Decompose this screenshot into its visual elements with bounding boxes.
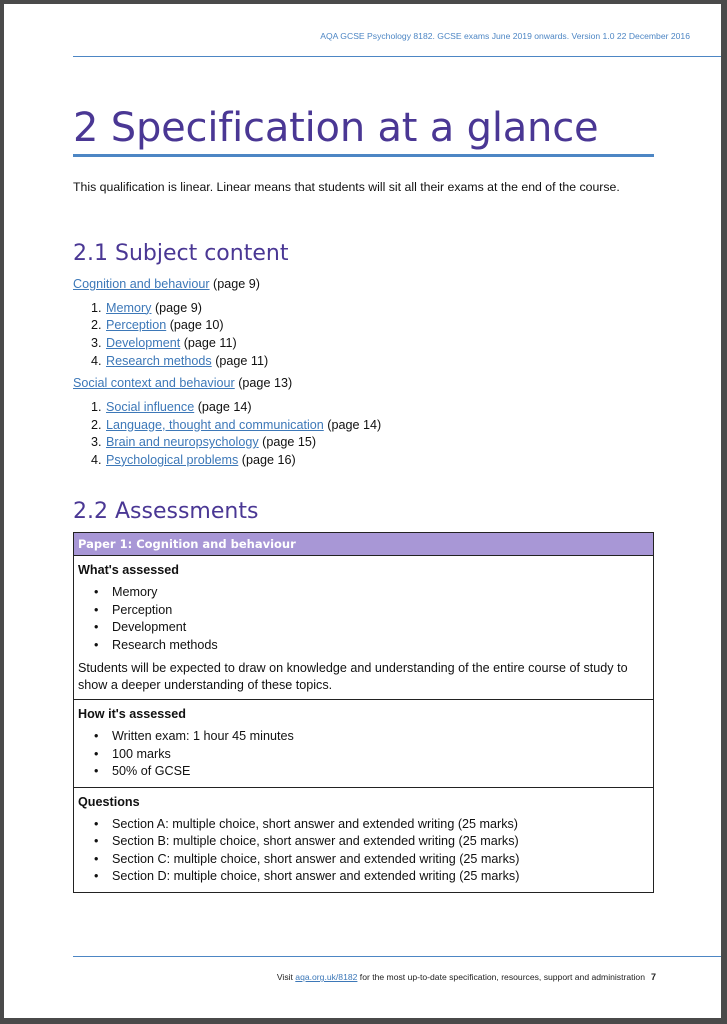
- subtopic-memory-link[interactable]: Memory: [106, 300, 152, 315]
- subtopic-page-ref: (page 16): [238, 452, 296, 467]
- cognition-subtopics: [73, 300, 663, 371]
- topic-social-context: [73, 375, 663, 393]
- questions-section: [74, 788, 653, 892]
- list-item: • Research methods: [94, 637, 649, 655]
- footer-link[interactable]: aqa.org.uk/8182: [295, 972, 358, 982]
- list-item: • 50% of GCSE: [94, 763, 649, 781]
- whats-assessed-note: Students will be expected to draw on knowledge and understanding of the entire course of study to show a deeper understanding of these topics.: [78, 661, 628, 692]
- header-rule: [73, 56, 721, 57]
- title-underline: [73, 154, 654, 157]
- topic-page-ref: (page 13): [234, 376, 293, 391]
- questions-list: [78, 816, 649, 886]
- list-item: • Section C: multiple choice, short answer and extended writing (25 marks): [94, 851, 649, 869]
- how-assessed-list: [78, 728, 649, 781]
- page-footer: [277, 972, 656, 982]
- topic-page-ref: (page 9): [209, 277, 260, 291]
- topic-cognition-link[interactable]: Cognition and behaviour: [73, 277, 210, 291]
- document-page: [4, 4, 721, 1018]
- subtopic-brain-link[interactable]: Brain and neuropsychology: [106, 435, 259, 450]
- subtopic-page-ref: (page 14): [194, 399, 252, 414]
- questions-title: Questions: [78, 794, 140, 809]
- topic-social-context-link[interactable]: Social context and behaviour: [73, 376, 235, 391]
- list-item: • Development: [94, 619, 649, 637]
- subtopic-page-ref: (page 11): [211, 353, 269, 368]
- subtopic-language-link[interactable]: Language, thought and communication: [106, 417, 324, 432]
- list-item: [105, 399, 663, 417]
- list-item: • 100 marks: [94, 746, 649, 764]
- whats-assessed-section: [74, 556, 653, 700]
- list-item: [105, 353, 663, 371]
- list-item: [105, 335, 663, 353]
- whats-assessed-title: What's assessed: [78, 563, 179, 577]
- subtopic-page-ref: (page 15): [258, 435, 317, 450]
- list-item: • Written exam: 1 hour 45 minutes: [94, 728, 649, 746]
- social-subtopics: [73, 399, 663, 470]
- how-assessed-section: [74, 700, 653, 788]
- subtopic-page-ref: (page 11): [180, 335, 237, 350]
- how-assessed-title: How it's assessed: [78, 707, 186, 721]
- subtopic-page-ref: (page 9): [151, 300, 202, 315]
- list-item: • Section D: multiple choice, short answer and extended writing (25 marks): [94, 868, 649, 886]
- intro-paragraph: This qualification is linear. Linear means that students will sit all their exams at the end of the course.: [73, 180, 620, 194]
- subtopic-social-influence-link[interactable]: Social influence: [106, 399, 195, 414]
- topic-cognition: [73, 276, 663, 294]
- subject-content-heading: 2.1 Subject content: [73, 241, 289, 266]
- subtopic-page-ref: (page 14): [323, 417, 382, 432]
- subtopic-perception-link[interactable]: Perception: [106, 318, 167, 333]
- subtopic-development-link[interactable]: Development: [106, 335, 181, 350]
- list-item: [105, 434, 663, 452]
- list-item: [105, 317, 663, 335]
- whats-assessed-list: [78, 584, 649, 654]
- footer-prefix: Visit: [276, 972, 296, 982]
- running-header: AQA GCSE Psychology 8182. GCSE exams June 2019 onwards. Version 1.0 22 December 2016: [320, 31, 690, 41]
- list-item: • Section B: multiple choice, short answer and extended writing (25 marks): [94, 833, 649, 851]
- footer-rule: [73, 956, 721, 957]
- assessment-table: [73, 532, 654, 893]
- subject-content: [73, 276, 663, 475]
- subtopic-research-methods-link[interactable]: Research methods: [106, 353, 212, 368]
- paper-title: Paper 1: Cognition and behaviour: [74, 533, 653, 556]
- list-item: [105, 452, 663, 470]
- list-item: • Perception: [94, 602, 649, 620]
- subtopic-psychological-problems-link[interactable]: Psychological problems: [106, 452, 239, 467]
- list-item: [105, 300, 663, 318]
- footer-suffix: for the most up-to-date specification, resources, support and administration: [357, 972, 645, 982]
- assessments-heading: 2.2 Assessments: [73, 499, 259, 524]
- list-item: [105, 417, 663, 435]
- list-item: • Section A: multiple choice, short answer and extended writing (25 marks): [94, 816, 649, 834]
- page-title: 2 Specification at a glance: [73, 105, 599, 151]
- list-item: • Memory: [94, 584, 649, 602]
- page-number: 7: [650, 972, 656, 982]
- subtopic-page-ref: (page 10): [166, 318, 224, 333]
